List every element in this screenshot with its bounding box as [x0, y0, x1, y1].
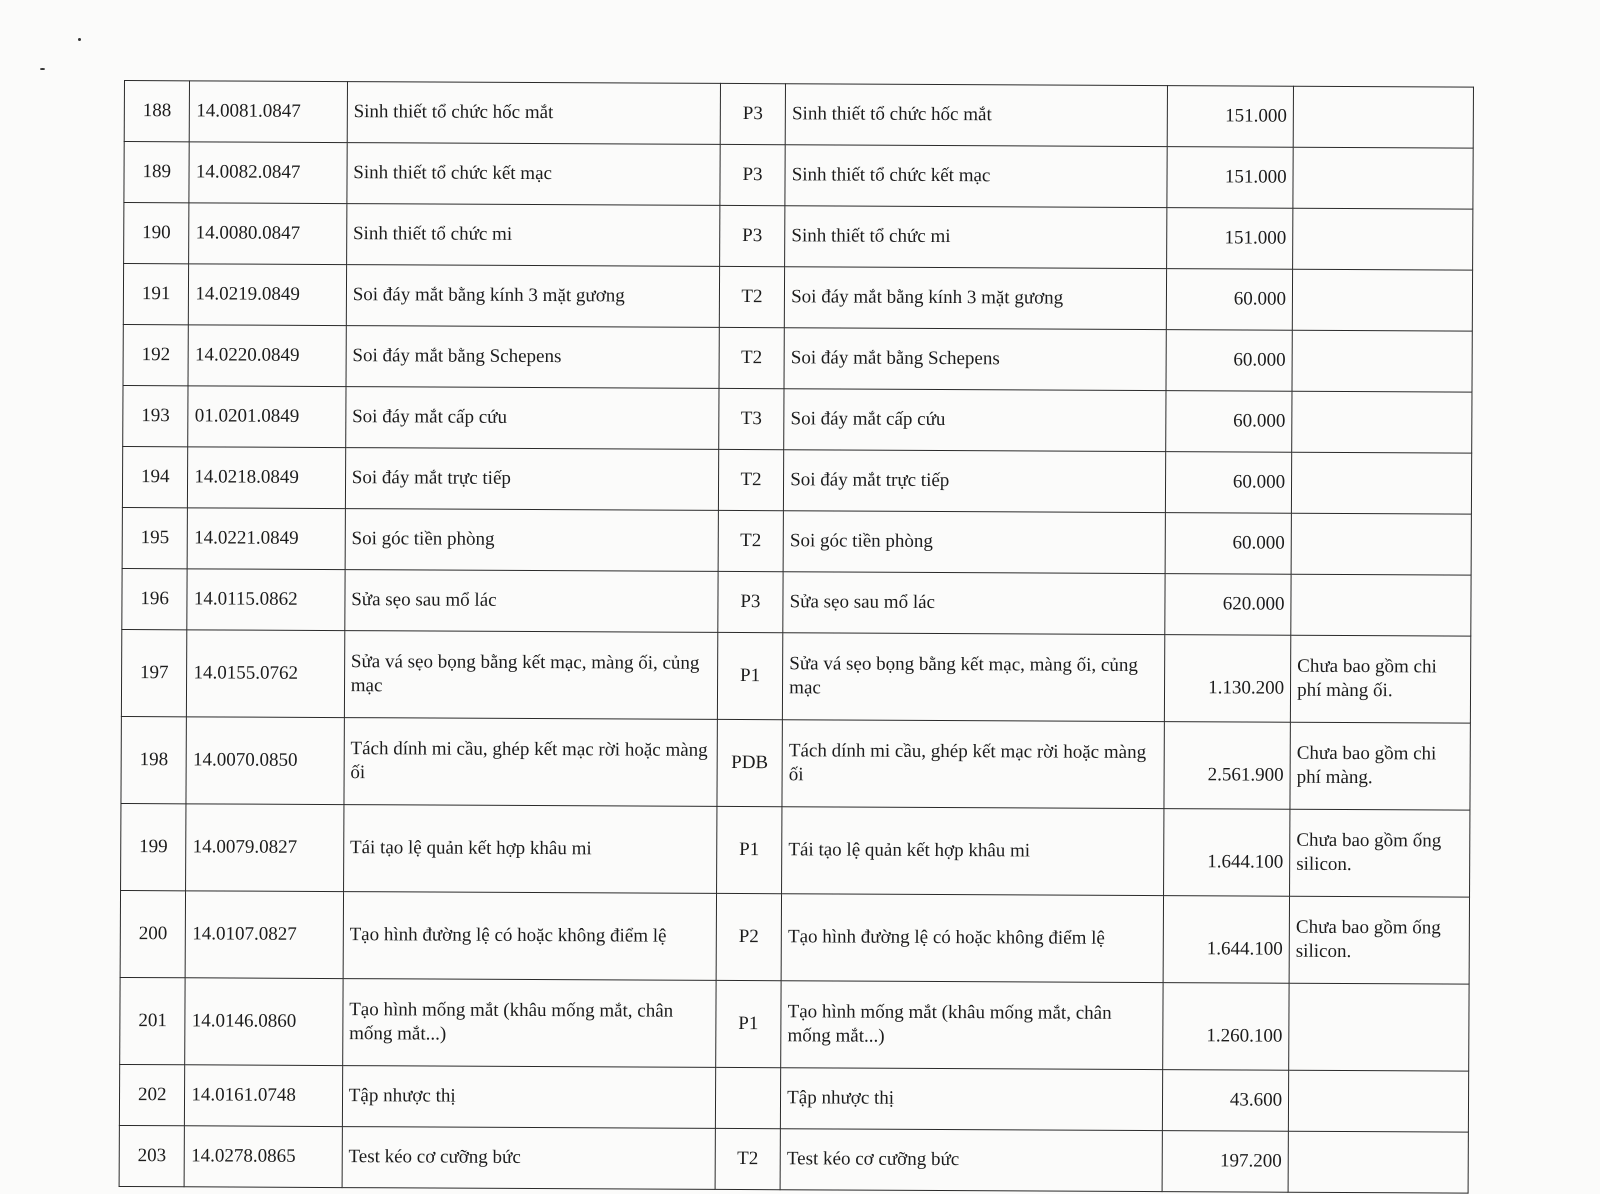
- service-price: 1.644.100: [1163, 896, 1289, 984]
- service-price: 2.561.900: [1164, 722, 1290, 810]
- scan-speck: [40, 68, 45, 70]
- service-note: Chưa bao gồm chi phí màng.: [1290, 722, 1470, 810]
- table-row: [124, 203, 1473, 271]
- service-price: 151.000: [1168, 86, 1294, 148]
- service-name: Soi đáy mắt cấp cứu: [345, 387, 718, 450]
- service-code: 14.0155.0762: [187, 630, 345, 718]
- table-row: [122, 446, 1471, 514]
- service-price: 60.000: [1166, 391, 1292, 453]
- table-body: [119, 81, 1473, 1194]
- service-name: Sửa vá sẹo bọng bằng kết mạc, màng ối, củng mạc: [344, 631, 717, 720]
- service-grade: P3: [720, 144, 786, 205]
- row-number: 196: [122, 568, 188, 629]
- approved-service-name: Soi đáy mắt bằng Schepens: [784, 328, 1166, 391]
- approved-service-name: Test kéo cơ cưỡng bức: [780, 1129, 1162, 1192]
- service-name: Sinh thiết tổ chức kết mạc: [347, 143, 720, 206]
- service-price-table: [119, 80, 1474, 1194]
- table-row: [123, 324, 1472, 392]
- approved-service-name: Soi đáy mắt bằng kính 3 mặt gương: [784, 267, 1166, 330]
- service-price: 620.000: [1165, 574, 1291, 636]
- service-grade: P1: [715, 980, 781, 1067]
- table-row: [121, 803, 1470, 897]
- service-grade: PDB: [717, 719, 783, 806]
- table-row: [121, 716, 1470, 810]
- row-number: 197: [121, 629, 187, 716]
- service-note: Chưa bao gồm ống silicon.: [1289, 896, 1469, 984]
- service-name: Soi đáy mắt bằng Schepens: [346, 326, 719, 389]
- table-row: [122, 568, 1471, 636]
- row-number: 200: [120, 890, 186, 977]
- table-row: [122, 507, 1471, 575]
- service-grade: P1: [717, 632, 783, 719]
- service-price: 197.200: [1162, 1131, 1288, 1193]
- service-note: Chưa bao gồm ống silicon.: [1290, 809, 1470, 897]
- approved-service-name: Sửa vá sẹo bọng bằng kết mạc, màng ối, củng mạc: [783, 633, 1166, 722]
- service-grade: T2: [719, 266, 785, 327]
- service-code: 14.0080.0847: [189, 203, 347, 265]
- approved-service-name: Sinh thiết tổ chức hốc mắt: [785, 84, 1167, 147]
- row-number: 199: [121, 803, 187, 890]
- service-name: Tạo hình mống mắt (khâu mống mắt, chân mống mắt...): [342, 979, 715, 1068]
- scan-speck: [78, 38, 81, 41]
- service-grade: T2: [715, 1128, 781, 1189]
- service-code: 14.0161.0748: [185, 1065, 343, 1127]
- service-code: 14.0079.0827: [186, 804, 344, 892]
- table-row: [124, 81, 1473, 149]
- service-grade: P1: [716, 806, 782, 893]
- row-number: 192: [123, 324, 189, 385]
- service-note: [1293, 147, 1473, 209]
- service-grade: [715, 1067, 781, 1128]
- service-note: [1292, 330, 1472, 392]
- service-note: [1291, 452, 1471, 514]
- service-name: Soi đáy mắt bằng kính 3 mặt gương: [346, 265, 719, 328]
- service-code: 14.0070.0850: [186, 717, 344, 805]
- service-price: 43.600: [1163, 1070, 1289, 1132]
- service-note: [1293, 208, 1473, 270]
- service-code: 14.0081.0847: [190, 81, 348, 143]
- service-name: Soi đáy mắt trực tiếp: [345, 448, 718, 511]
- service-code: 14.0219.0849: [189, 264, 347, 326]
- table-row: [121, 629, 1470, 723]
- approved-service-name: Tập nhược thị: [781, 1068, 1163, 1131]
- service-code: 14.0146.0860: [185, 978, 343, 1066]
- approved-service-name: Soi góc tiền phòng: [783, 511, 1165, 574]
- service-note: [1292, 391, 1472, 453]
- row-number: 194: [122, 446, 188, 507]
- approved-service-name: Tạo hình mống mắt (khâu mống mắt, chân mống mắt...): [781, 981, 1164, 1070]
- service-code: 14.0218.0849: [188, 447, 346, 509]
- service-grade: T3: [718, 388, 784, 449]
- table-row: [124, 142, 1473, 210]
- service-code: 14.0082.0847: [189, 142, 347, 204]
- service-code: 14.0221.0849: [188, 508, 346, 570]
- service-code: 14.0220.0849: [188, 325, 346, 387]
- service-price: 60.000: [1167, 269, 1293, 331]
- table-row: [120, 890, 1469, 984]
- approved-service-name: Tách dính mi cầu, ghép kết mạc rời hoặc màng ối: [782, 720, 1165, 809]
- row-number: 198: [121, 716, 187, 803]
- service-name: Test kéo cơ cưỡng bức: [342, 1127, 715, 1190]
- service-grade: P2: [716, 893, 782, 980]
- table-row: [123, 385, 1472, 453]
- service-name: Soi góc tiền phòng: [345, 509, 718, 572]
- approved-service-name: Soi đáy mắt cấp cứu: [784, 389, 1166, 452]
- service-grade: T2: [719, 327, 785, 388]
- service-grade: T2: [718, 510, 784, 571]
- service-code: 14.0107.0827: [186, 891, 344, 979]
- table-row: [123, 264, 1472, 332]
- service-code: 14.0278.0865: [184, 1126, 342, 1188]
- service-note: [1288, 1131, 1468, 1193]
- service-code: 14.0115.0862: [187, 569, 345, 631]
- approved-service-name: Tạo hình đường lệ có hoặc không điểm lệ: [781, 894, 1164, 983]
- service-grade: P3: [719, 205, 785, 266]
- service-grade: P3: [720, 83, 786, 144]
- service-price: 151.000: [1167, 147, 1293, 209]
- service-name: Sinh thiết tổ chức hốc mắt: [347, 82, 720, 145]
- row-number: 189: [124, 142, 190, 203]
- service-note: [1293, 86, 1473, 148]
- service-price: 1.260.100: [1163, 983, 1289, 1071]
- service-name: Tập nhược thị: [342, 1066, 715, 1129]
- row-number: 188: [124, 81, 190, 142]
- approved-service-name: Sinh thiết tổ chức kết mạc: [785, 145, 1167, 208]
- service-name: Tách dính mi cầu, ghép kết mạc rời hoặc màng ối: [344, 718, 717, 807]
- service-name: Tạo hình đường lệ có hoặc không điểm lệ: [343, 892, 716, 981]
- table-row: [120, 977, 1469, 1071]
- service-price: 1.644.100: [1164, 809, 1290, 897]
- service-grade: P3: [718, 571, 784, 632]
- row-number: 195: [122, 507, 188, 568]
- approved-service-name: Tái tạo lệ quản kết hợp khâu mi: [782, 807, 1165, 896]
- service-price: 1.130.200: [1165, 635, 1291, 723]
- service-name: Sinh thiết tổ chức mi: [346, 204, 719, 267]
- row-number: 191: [123, 264, 189, 325]
- service-price: 151.000: [1167, 208, 1293, 270]
- table-row: [119, 1064, 1468, 1132]
- service-price: 60.000: [1165, 513, 1291, 575]
- row-number: 202: [119, 1064, 185, 1125]
- service-note: Chưa bao gồm chi phí màng ối.: [1290, 635, 1470, 723]
- row-number: 201: [120, 977, 186, 1064]
- service-note: [1291, 513, 1471, 575]
- approved-service-name: Sửa sẹo sau mổ lác: [783, 572, 1165, 635]
- service-price: 60.000: [1166, 330, 1292, 392]
- approved-service-name: Sinh thiết tổ chức mi: [785, 206, 1167, 269]
- service-note: [1292, 269, 1472, 331]
- service-note: [1291, 574, 1471, 636]
- service-code: 01.0201.0849: [188, 386, 346, 448]
- service-note: [1289, 983, 1469, 1071]
- row-number: 203: [119, 1125, 185, 1186]
- row-number: 193: [123, 385, 189, 446]
- service-price: 60.000: [1166, 452, 1292, 514]
- service-note: [1288, 1070, 1468, 1132]
- row-number: 190: [124, 203, 190, 264]
- service-name: Tái tạo lệ quản kết hợp khâu mi: [343, 805, 716, 894]
- approved-service-name: Soi đáy mắt trực tiếp: [784, 450, 1166, 513]
- service-grade: T2: [718, 449, 784, 510]
- service-name: Sửa sẹo sau mổ lác: [345, 570, 718, 633]
